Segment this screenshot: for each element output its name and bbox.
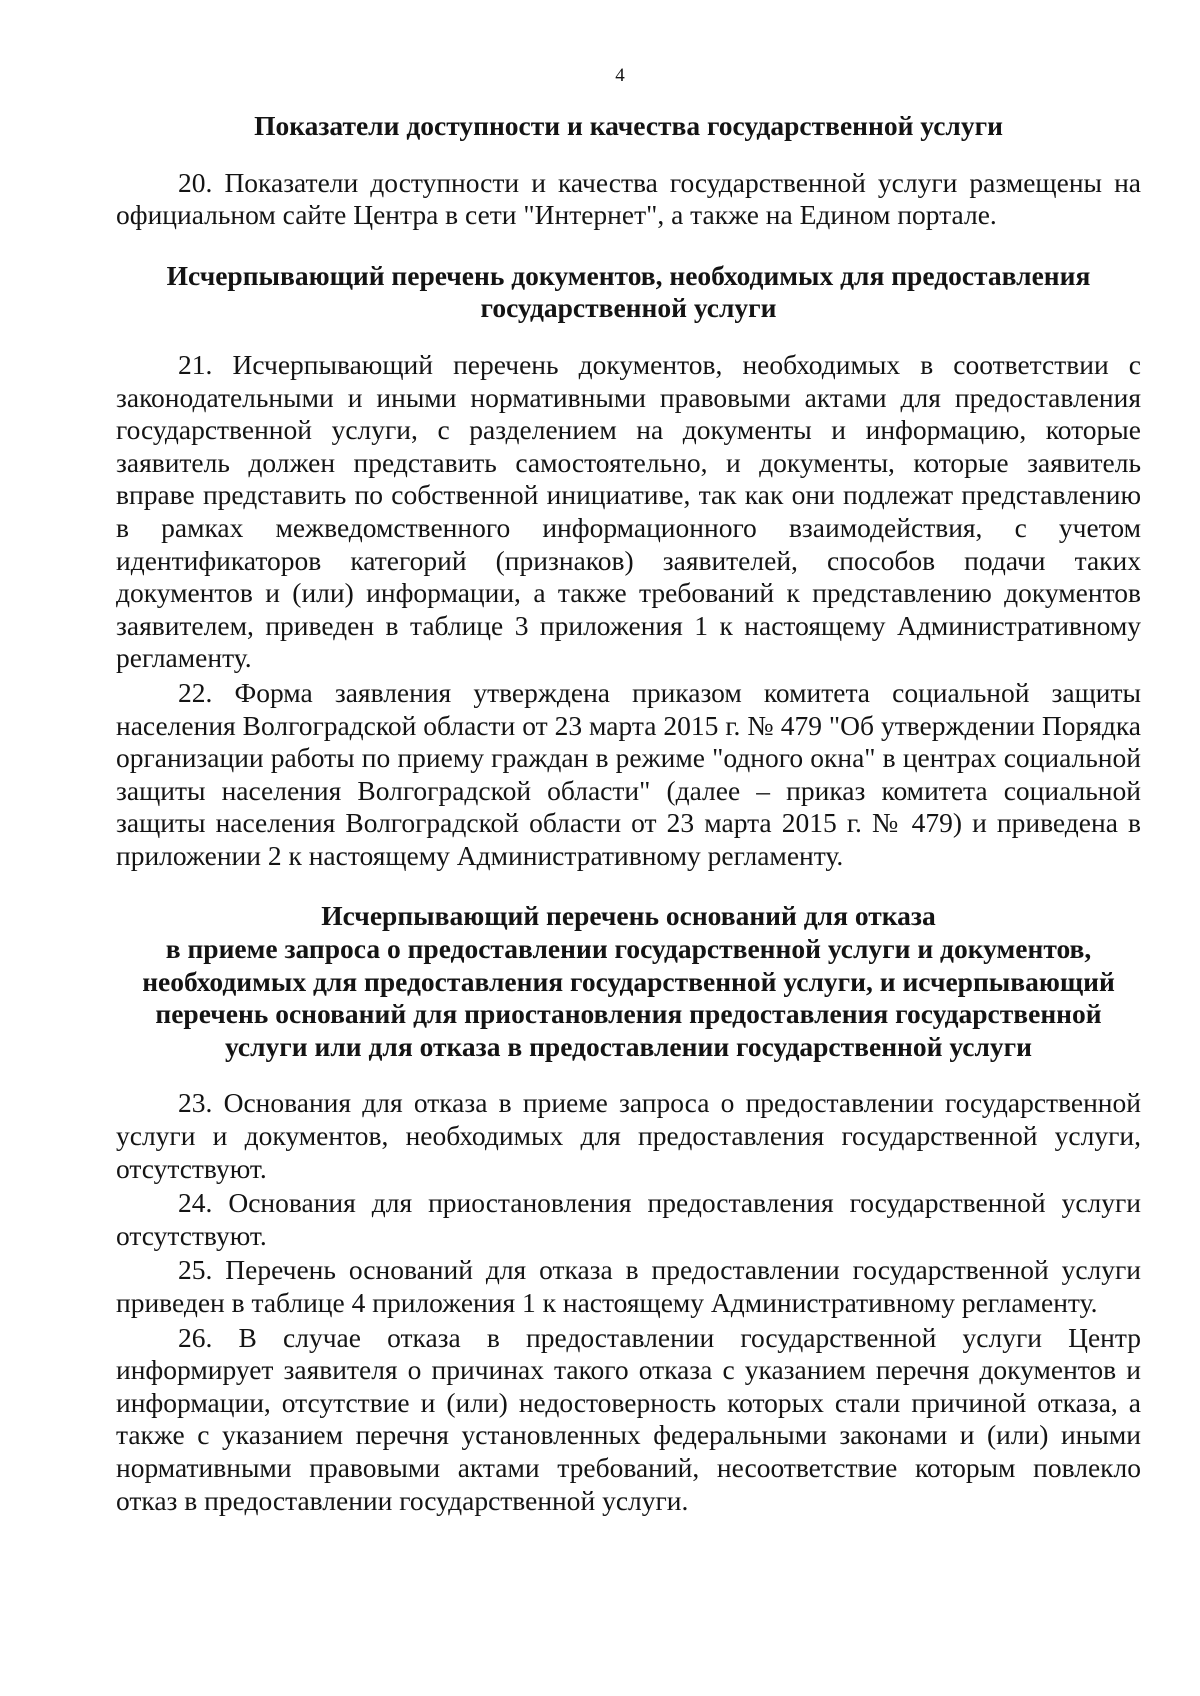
heading-line: государственной услуги — [480, 292, 777, 324]
paragraph-21: 21. Исчерпывающий перечень документов, необходимых в соответствии с законодательными и иными нормативными правовыми актами для предоставления государственной услуги, с разделением на документы и информацию, которые заявитель должен представить самостоятельно, и документы, которые заявитель вправе представить по собственной инициативе, так как они подлежат представлению в рамках межведомственного информационного взаимодействия, с учетом идентификаторов категорий (признаков) заявителей, способов подачи таких документов и (или) информации, а также требований к представлению документов заявителем, приведен в таблице 3 приложения 1 к настоящему Административному регламенту. — [116, 348, 1141, 674]
heading-line: услуги или для отказа в предоставлении государственной услуги — [225, 1030, 1032, 1062]
paragraph-22: 22. Форма заявления утверждена приказом комитета социальной защиты населения Волгоградской области от 23 марта 2015 г. № 479 "Об утверждении Порядка организации работы по приему граждан в режиме "одного окна" в центрах социальной защиты населения Волгоградской области" (далее – приказ комитета социальной защиты населения Волгоградской области от 23 марта 2015 г. № 479) и приведена в приложении 2 к настоящему Административному регламенту. — [116, 676, 1141, 871]
page-number: 4 — [615, 65, 625, 86]
heading-line: перечень оснований для приостановления предоставления государственной — [155, 998, 1102, 1030]
paragraph-26: 26. В случае отказа в предоставлении государственной услуги Центр информирует заявителя о причинах такого отказа с указанием перечня документов и информации, отсутствие и (или) недостоверность которых стали причиной отказа, а также с указанием перечня установленных федеральными законами и (или) иными нормативными правовыми актами требований, несоответствие которым повлекло отказ в предоставлении государственной услуги. — [116, 1321, 1141, 1516]
paragraph-23: 23. Основания для отказа в приеме запроса о предоставлении государственной услуги и документов, необходимых для предоставления государственной услуги, отсутствуют. — [116, 1087, 1141, 1184]
heading-line: Исчерпывающий перечень документов, необходимых для предоставления — [166, 259, 1091, 291]
heading-line: Исчерпывающий перечень оснований для отказа — [321, 900, 936, 932]
paragraph-25: 25. Перечень оснований для отказа в предоставлении государственной услуги приведен в таблице 4 приложения 1 к настоящему Административному регламенту. — [116, 1254, 1141, 1318]
section-heading-documents — [116, 260, 1141, 325]
paragraph-20: 20. Показатели доступности и качества государственной услуги размещены на официальном сайте Центра в сети "Интернет", а также на Едином портале. — [116, 166, 1141, 231]
document-body — [116, 110, 1141, 1517]
section-heading-availability: Показатели доступности и качества государственной услуги — [254, 110, 1003, 141]
paragraph-24: 24. Основания для приостановления предоставления государственной услуги отсутствуют. — [116, 1187, 1141, 1251]
heading-line: в приеме запроса о предоставлении государственной услуги и документов, — [165, 933, 1092, 965]
section-heading-refusal-grounds — [116, 900, 1141, 1063]
heading-line: необходимых для предоставления государственной услуги, и исчерпывающий — [142, 965, 1115, 997]
